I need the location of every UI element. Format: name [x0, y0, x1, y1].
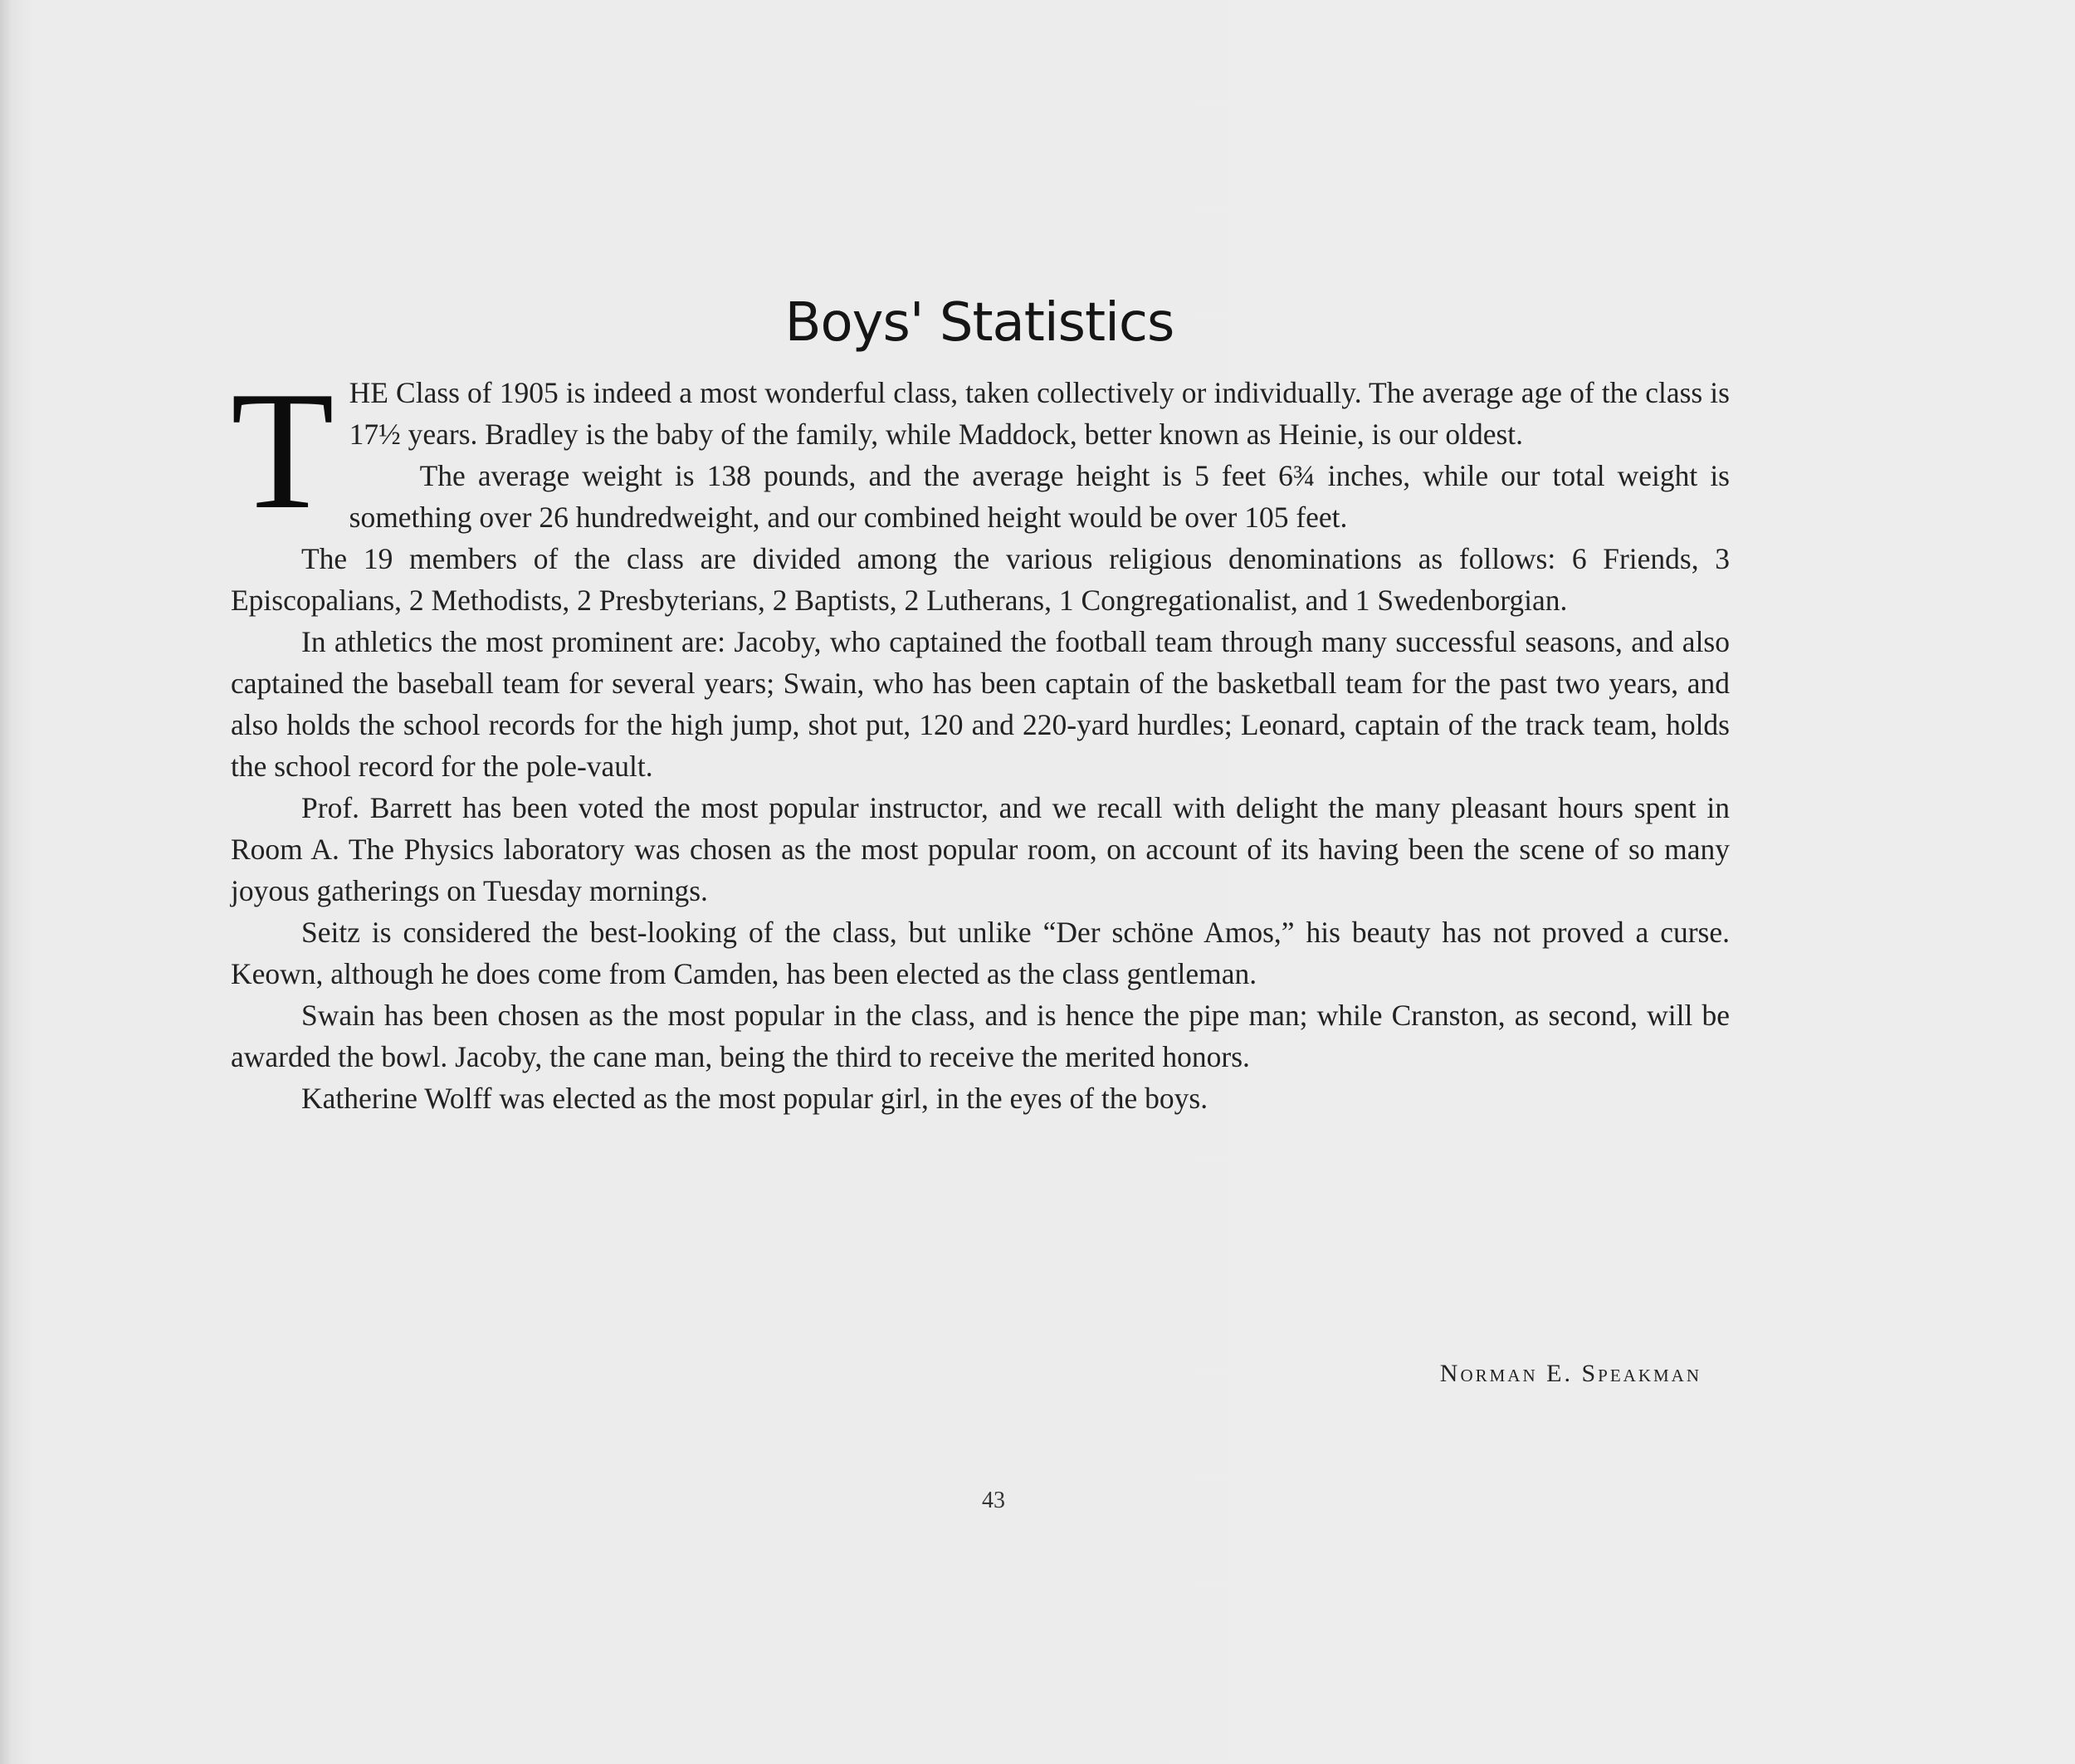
paragraph-6: Seitz is considered the best-looking of the class, but unlike “Der schöne Amos,” his beauty has not proved a curse. Keown, although he does come from Camden, has been elected as the class gentleman.: [231, 916, 1730, 990]
paragraph-1-text: HE Class of 1905 is indeed a most wonderful class, taken collectively or individually. The average age of the class is 17½ years. Bradley is the baby of the family, while Maddock, better known as Heinie, is our oldest.: [349, 376, 1730, 451]
paragraph-3: The 19 members of the class are divided among the various religious denominations as follows: 6 Friends, 3 Episcopalians, 2 Methodists, 2 Presbyterians, 2 Baptists, 2 Lutherans, 1 Congregationalist, and 1 Swedenborgian.: [231, 542, 1730, 617]
paragraph-2: The average weight is 138 pounds, and the average height is 5 feet 6¾ inches, while our total weight is something over 26 hundredweight, and our combined height would be over 105 feet.: [349, 459, 1730, 534]
page-title: Boys' Statistics: [784, 292, 1174, 354]
author-signature: Norman E. Speakman: [1439, 1360, 1702, 1387]
page-number: 43: [982, 1488, 1005, 1513]
paragraph-7: Swain has been chosen as the most popular in the class, and is hence the pipe man; while Cranston, as second, will be awarded the bowl. Jacoby, the cane man, being the third to receive the merited honors.: [231, 999, 1730, 1073]
paragraph-5: Prof. Barrett has been voted the most popular instructor, and we recall with delight the many pleasant hours spent in Room A. The Physics laboratory was chosen as the most popular room, on account of its having been the scene of so many joyous gatherings on Tuesday mornings.: [231, 791, 1730, 907]
drop-cap: T: [231, 357, 334, 545]
paragraph-8: Katherine Wolff was elected as the most popular girl, in the eyes of the boys.: [301, 1082, 1208, 1115]
paragraph-4: In athletics the most prominent are: Jacoby, who captained the football team through many successful seasons, and also captained the baseball team for several years; Swain, who has been captain of the basketball team for the past two years, and also holds the school records for the high jump, shot put, 120 and 220-yard hurdles; Leonard, captain of the track team, holds the school record for the pole-vault.: [231, 625, 1730, 783]
article-body: [231, 357, 1730, 1119]
